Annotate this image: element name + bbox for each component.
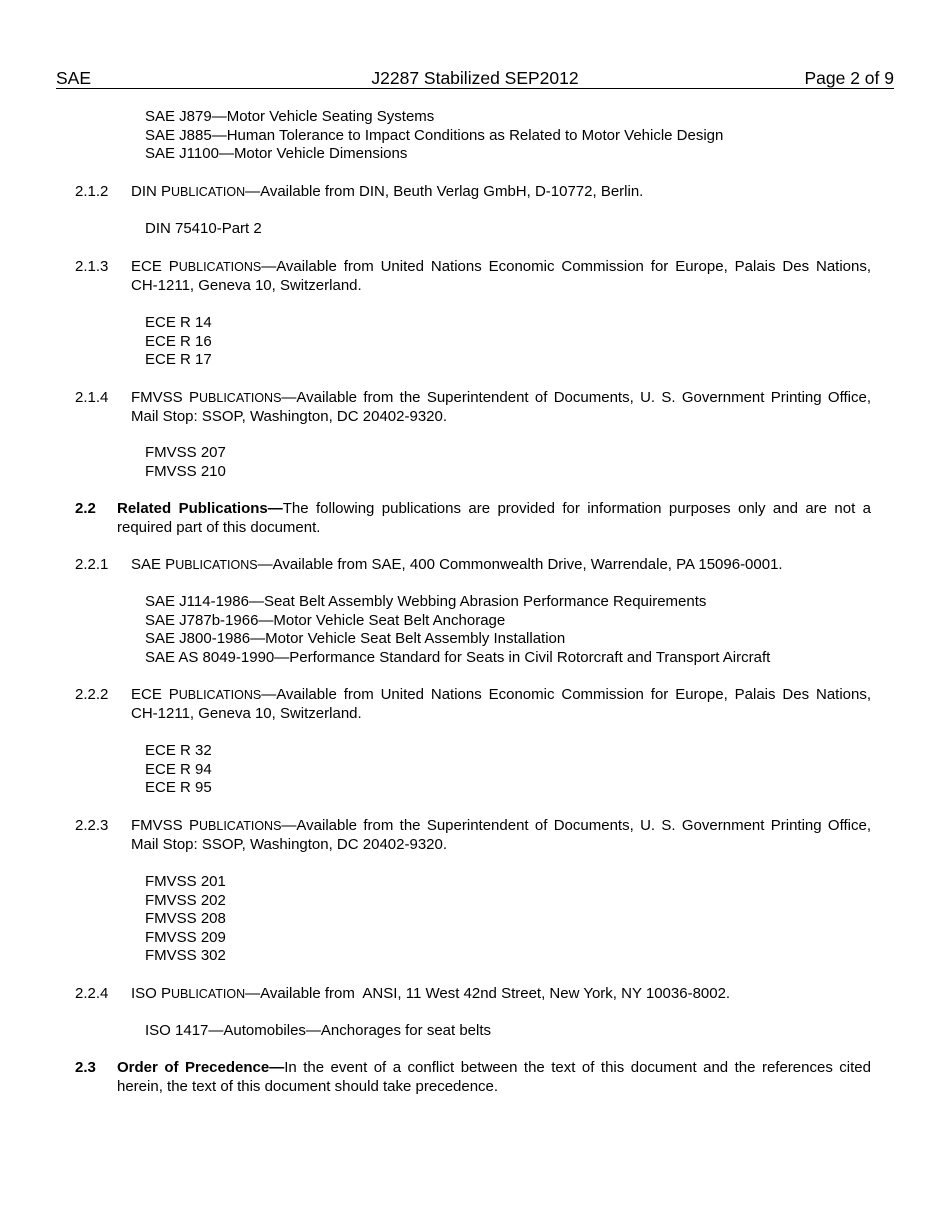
list-item: ECE R 14 xyxy=(145,314,212,331)
reference-list xyxy=(145,593,770,667)
reference-list xyxy=(145,220,262,239)
section-paragraph xyxy=(117,500,871,537)
section-org-smallcaps: UBLICATION xyxy=(171,185,246,199)
list-item: ISO 1417—Automobiles—Anchorages for seat belts xyxy=(145,1022,492,1039)
list-item: ECE R 95 xyxy=(145,779,212,797)
section-org: FMVSS P xyxy=(131,817,199,834)
reference-list xyxy=(145,742,212,798)
list-item: FMVSS 209 xyxy=(145,928,226,946)
list-item: SAE J800-1986—Motor Vehicle Seat Belt Assembly Installation xyxy=(145,630,566,648)
list-item: SAE J787b-1966—Motor Vehicle Seat Belt Anchorage xyxy=(145,611,506,629)
section-number: 2.1.3 xyxy=(75,258,109,275)
section-number: 2.3 xyxy=(75,1059,96,1076)
section-org-smallcaps: UBLICATIONS xyxy=(175,558,258,572)
reference-list-top xyxy=(145,108,723,164)
section-org: ISO P xyxy=(131,985,172,1002)
section-paragraph xyxy=(131,389,871,426)
section-paragraph xyxy=(131,258,871,295)
section-paragraph xyxy=(131,686,871,723)
list-item: FMVSS 207 xyxy=(145,444,226,461)
section-number: 2.1.2 xyxy=(75,183,109,200)
list-item: FMVSS 201 xyxy=(145,873,226,890)
section-text: —Available from United Nations Economic Commission for Europe, Palais Des Nations, CH-1211, Geneva 10, Switzerland. xyxy=(131,258,872,294)
section-text: —Available from ANSI, 11 West 42nd Street, New York, NY 10036-8002. xyxy=(245,985,731,1002)
list-item: ECE R 16 xyxy=(145,332,212,350)
reference-list xyxy=(145,314,212,370)
section-number: 2.1.4 xyxy=(75,389,109,406)
section-paragraph xyxy=(131,817,871,854)
list-item: FMVSS 208 xyxy=(145,910,226,928)
list-item: ECE R 32 xyxy=(145,742,212,759)
section-org-smallcaps: UBLICATIONS xyxy=(178,260,262,274)
header-left: SAE xyxy=(56,68,92,88)
list-item: SAE J1100—Motor Vehicle Dimensions xyxy=(145,145,408,163)
section-paragraph xyxy=(131,183,871,202)
section-paragraph xyxy=(131,985,871,1004)
section-org: ECE P xyxy=(131,258,179,275)
list-item: FMVSS 302 xyxy=(145,947,226,965)
section-org-smallcaps: UBLICATIONS xyxy=(178,688,262,702)
list-item: ECE R 17 xyxy=(145,351,212,369)
section-number: 2.2 xyxy=(75,500,96,517)
list-item: SAE J114-1986—Seat Belt Assembly Webbing Abrasion Performance Requirements xyxy=(145,593,707,610)
reference-list xyxy=(145,1022,491,1041)
section-number: 2.2.2 xyxy=(75,686,109,703)
header-page-number: Page 2 of 9 xyxy=(804,68,894,88)
section-org: SAE P xyxy=(131,556,176,573)
list-item: ECE R 94 xyxy=(145,760,212,778)
list-item: SAE J885—Human Tolerance to Impact Conditions as Related to Motor Vehicle Design xyxy=(145,126,724,144)
section-paragraph xyxy=(117,1059,871,1096)
section-org: DIN P xyxy=(131,183,172,200)
section-text: —Available from United Nations Economic Commission for Europe, Palais Des Nations, CH-1211, Geneva 10, Switzerland. xyxy=(131,686,872,722)
page-header xyxy=(56,68,894,89)
section-text: In the event of a conflict between the text of this document and the references cited herein, the text of this document should take precedence. xyxy=(117,1059,871,1095)
list-item: FMVSS 210 xyxy=(145,462,226,480)
section-text: The following publications are provided for information purposes only and are not a required part of this document. xyxy=(117,500,871,536)
section-org-smallcaps: UBLICATION xyxy=(171,987,246,1001)
header-document-id: J2287 Stabilized SEP2012 xyxy=(371,68,579,88)
list-item: FMVSS 202 xyxy=(145,891,226,909)
section-number: 2.2.4 xyxy=(75,985,109,1002)
reference-list xyxy=(145,873,226,966)
section-org: ECE P xyxy=(131,686,179,703)
section-text: —Available from SAE, 400 Commonwealth Drive, Warrendale, PA 15096-0001. xyxy=(257,556,783,573)
list-item: SAE AS 8049-1990—Performance Standard for Seats in Civil Rotorcraft and Transport Aircraft xyxy=(145,648,771,666)
section-number: 2.2.3 xyxy=(75,817,109,834)
reference-list xyxy=(145,444,226,481)
section-text: —Available from the Superintendent of Documents, U. S. Government Printing Office, Mail Stop: SSOP, Washington, DC 20402-9320. xyxy=(131,389,871,425)
section-title: Related Publications— xyxy=(117,500,283,517)
list-item: SAE J879—Motor Vehicle Seating Systems xyxy=(145,108,435,125)
section-title: Order of Precedence— xyxy=(117,1059,285,1076)
section-text: —Available from the Superintendent of Documents, U. S. Government Printing Office, Mail Stop: SSOP, Washington, DC 20402-9320. xyxy=(131,817,871,853)
section-org: FMVSS P xyxy=(131,389,199,406)
section-paragraph xyxy=(131,556,871,575)
section-org-smallcaps: UBLICATIONS xyxy=(199,391,282,405)
section-text: —Available from DIN, Beuth Verlag GmbH, D-10772, Berlin. xyxy=(245,183,644,200)
section-number: 2.2.1 xyxy=(75,556,109,573)
list-item: DIN 75410-Part 2 xyxy=(145,220,262,237)
section-org-smallcaps: UBLICATIONS xyxy=(199,819,282,833)
